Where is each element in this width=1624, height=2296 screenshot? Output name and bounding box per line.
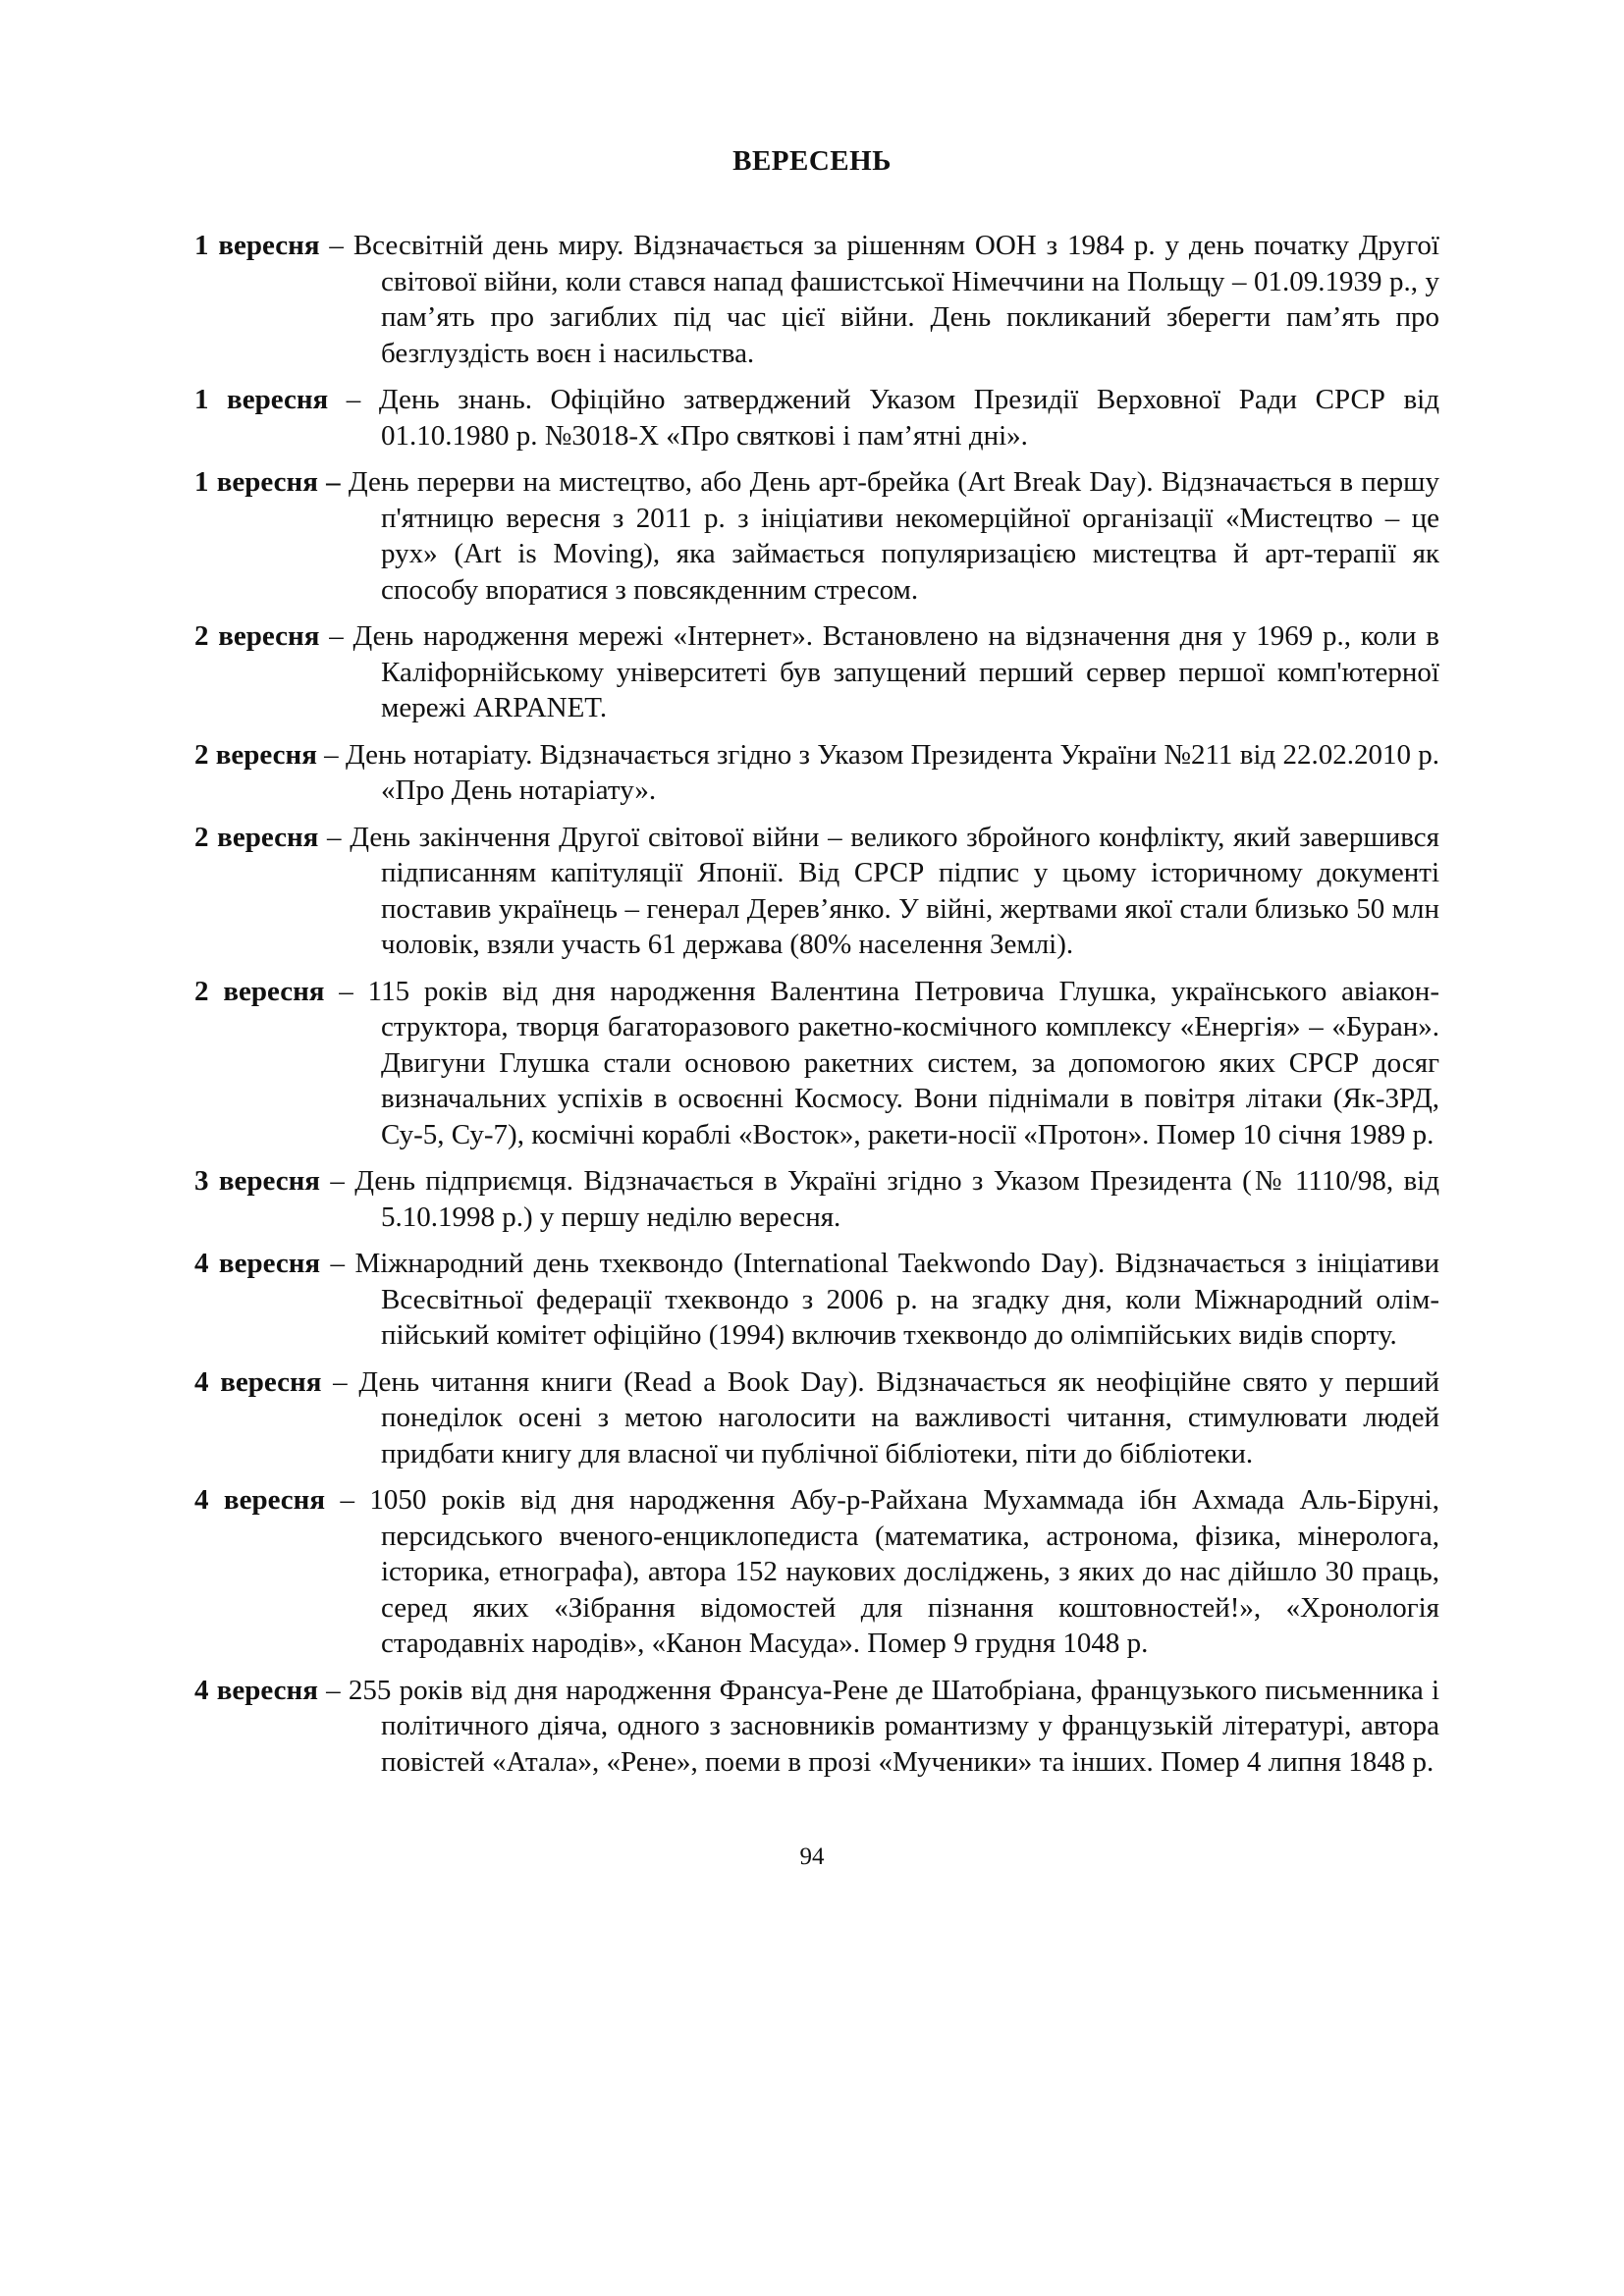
entry-date: 2 вересня bbox=[194, 738, 317, 771]
entry-5 bbox=[194, 737, 1439, 809]
entry-text: 255 років від дня народження Франсуа-Рене де Шатобріана, французького письменника і політичного діяча, одного з засновників романтизму у французькій літературі, автора повістей «Атала», «Рене», поеми в прозі «Мученики» та інших. Помер 4 липня 1848 р. bbox=[348, 1674, 1439, 1778]
entry-separator: – bbox=[320, 1165, 355, 1197]
entry-separator: – bbox=[320, 1248, 355, 1279]
entry-date: 2 вересня bbox=[194, 975, 325, 1007]
entry-separator: – bbox=[317, 1674, 349, 1706]
entry-date: 3 вересня bbox=[194, 1165, 320, 1197]
entry-date: 4 вересня bbox=[194, 1484, 326, 1516]
entry-1 bbox=[194, 228, 1439, 371]
entry-8 bbox=[194, 1163, 1439, 1235]
entry-date: 1 вересня bbox=[194, 384, 329, 415]
entry-separator: – bbox=[324, 975, 368, 1007]
page-title: ВЕРЕСЕНЬ bbox=[732, 145, 892, 177]
entry-date: 1 вересня bbox=[194, 230, 320, 261]
entry-2 bbox=[194, 382, 1439, 454]
entry-text: День підприємця. Відзначається в Україні згідно з Указом Президента (№ 1110/98, від 5.10.1998 р.) у першу неділю вересня. bbox=[354, 1165, 1439, 1233]
entry-separator: – bbox=[319, 620, 353, 652]
entry-12 bbox=[194, 1673, 1439, 1781]
entry-date: 2 вересня bbox=[194, 821, 319, 853]
entry-9 bbox=[194, 1246, 1439, 1354]
entry-text: 1050 років від дня народження Абу-р-Райхана Мухаммада ібн Ахмада Аль-Біруні, персидського вченого-енциклопедиста (математика, астронома, фізика, мінеролога, історика, етнографа), автора 152 наукових досліджень, з яких до нас дійшло 30 праць, серед яких «Зібрання відомостей для пізнання коштовностей!», «Хронологія стародавніх народів», «Канон Масуда». Помер 9 грудня 1048 р. bbox=[369, 1484, 1439, 1659]
page-number: 94 bbox=[799, 1843, 825, 1870]
entry-7 bbox=[194, 974, 1439, 1153]
entry-6 bbox=[194, 820, 1439, 963]
entry-10 bbox=[194, 1364, 1439, 1472]
entry-separator: – bbox=[325, 1484, 370, 1516]
entry-text: День нотаріату. Відзначається згідно з Указом Президента України №211 від 22.02.2010 р. «Про День нотаріату». bbox=[345, 738, 1439, 806]
entry-separator: – bbox=[316, 738, 346, 771]
entry-separator: – bbox=[318, 821, 351, 853]
entry-separator: – bbox=[328, 384, 379, 415]
entry-text: 115 років від дня народження Валентина Петровича Глушка, українського авіаконструктора, творця багаторазового ракетно-космічного комплексу «Енергія» – «Буран». Двигуни Глушка стали основою ракетних систем, за допомогою яких СРСР досяг визначальних успіхів в освоєнні Космосу. Вони піднімали в повітря літаки (Як-3РД, Су-5, Су-7), космічні кораблі «Восток», ракети-носії «Протон». Помер 10 січня 1989 р. bbox=[367, 975, 1439, 1150]
entry-text: Всесвітній день миру. Відзначається за рішенням ООН з 1984 р. у день початку Другої світової війни, коли стався напад фашистської Німеччини на Польщу – 01.09.1939 р., у пам’ять про загиблих під час цієї війни. День покликаний зберегти пам’ять про безглуздість воєн і насильства. bbox=[352, 230, 1439, 369]
entry-text: Міжнародний день тхеквондо (International Taekwondo Day). Відзначається з ініціативи Всесвітньої федерації тхеквондо з 2006 р. на згадку дня, коли Міжнародний олімпійський комітет офіційно (1994) включив тхеквондо до олімпійських видів спорту. bbox=[354, 1248, 1440, 1351]
entry-list bbox=[194, 228, 1439, 1790]
entry-text: День знань. Офіційно затверджений Указом Президії Верховної Ради СРСР від 01.10.1980 р. №3018-X «Про святкові і пам’ятні дні». bbox=[378, 384, 1439, 452]
entry-date: 2 вересня bbox=[194, 620, 320, 652]
entry-3 bbox=[194, 464, 1439, 608]
entry-text: День закінчення Другої світової війни – великого збройного конфлікту, який завершився підписанням капітуляції Японії. Від СРСР підпис у цьому історичному документі поставив українець – генерал Дерев’янко. У війні, жертвами якої стали близько 50 млн чоловік, взяли участь 61 держава (80% населення Землі). bbox=[350, 821, 1439, 960]
entry-separator bbox=[341, 466, 349, 498]
entry-11 bbox=[194, 1482, 1439, 1662]
entry-date: 4 вересня bbox=[194, 1674, 318, 1706]
entry-text: День перерви на мистецтво, або День арт-брейка (Art Break Day). Відзначається в першу п'ятницю вересня з 2011 р. з ініціативи некомерційної організації «Мистецтво – це рух» (Art is Moving), яка займається популяризацією мистецтва й арт-терапії як способу впоратися з повсякденним стресом. bbox=[348, 466, 1439, 606]
entry-date: 1 вересня – bbox=[194, 466, 341, 498]
entry-text: День народження мережі «Інтернет». Встановлено на відзначення дня у 1969 р., коли в Каліфорнійському університеті був запущений перший сервер першої комп'ютерної мережі ARPANET. bbox=[352, 620, 1439, 723]
entry-4 bbox=[194, 618, 1439, 726]
entry-date: 4 вересня bbox=[194, 1365, 322, 1398]
entry-date: 4 вересня bbox=[194, 1248, 321, 1279]
entry-text: День читання книги (Read a Book Day). Відзначається як неофіційне свято у перший понеділок осені з метою наголосити на важливості читання, стимулювати людей придбати книгу для власної чи публічної бібліотеки, піти до бібліотеки. bbox=[358, 1365, 1440, 1469]
entry-separator: – bbox=[321, 1365, 359, 1398]
entry-separator: – bbox=[319, 230, 353, 261]
